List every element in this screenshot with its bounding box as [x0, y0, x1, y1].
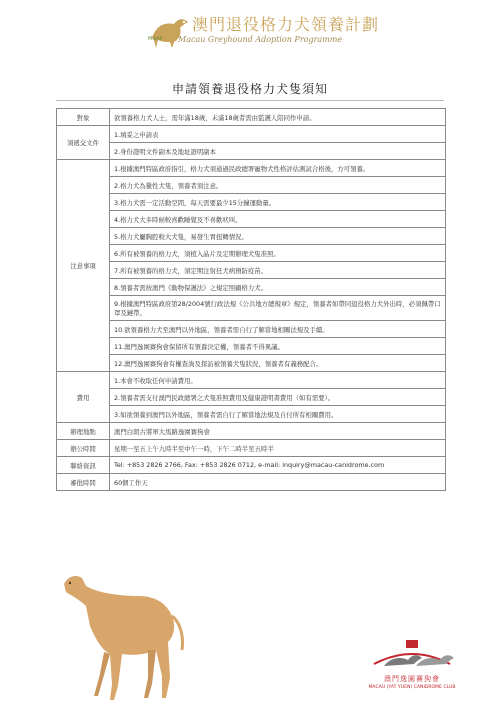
row-value: 8.領養者需按澳門《動物保護法》之規定照顧格力犬。	[110, 279, 446, 296]
table-row	[57, 474, 446, 491]
table-row	[57, 389, 446, 406]
row-value: 5.格力犬屬胸腔較大犬隻，易發生胃扭轉情況。	[110, 228, 446, 245]
table-row	[57, 143, 446, 160]
table-row	[57, 457, 446, 474]
row-value: 2.領養者需支付澳門民政總署之犬隻准照費用及健康證明書費用（如有需要）。	[110, 389, 446, 406]
row-value: 2.格力犬為獵性犬隻，領養者須注意。	[110, 177, 446, 194]
table-row	[57, 109, 446, 126]
canidrome-emblem-icon	[364, 638, 460, 672]
table-row	[57, 126, 446, 143]
row-label: 審批時間	[57, 474, 110, 491]
row-label: 辦理地點	[57, 423, 110, 440]
table-row	[57, 177, 446, 194]
row-value: 3.如欲領養到澳門以外地區，領養者需自行了解當地法規及自付所有相關費用。	[110, 406, 446, 423]
table-row	[57, 262, 446, 279]
table-row	[57, 440, 446, 457]
table-row	[57, 211, 446, 228]
logo-title: 澳門退役格力犬領養計劃	[192, 15, 380, 34]
row-value: 60個工作天	[110, 474, 446, 491]
programme-logo	[148, 8, 380, 52]
row-label: 聯絡資訊	[57, 457, 110, 474]
table-row	[57, 406, 446, 423]
row-value: 4.格力犬大多時候較喜歡睡覺及不喜歡吠叫。	[110, 211, 446, 228]
page-title: 申請領養退役格力犬隻須知	[171, 82, 328, 96]
club-name-chinese: 澳門逸園賽狗會	[384, 675, 440, 683]
logo-subtitle: Macau Greyhound Adoption Programme	[178, 35, 343, 44]
row-value: 6.所有被領養的格力犬，須植入晶片及定期辦理犬隻准照。	[110, 245, 446, 262]
greyhound-logo-icon	[148, 8, 192, 52]
table-row	[57, 338, 446, 355]
table-row	[57, 372, 446, 389]
row-value: 2.身份證明文件副本及地址證明副本	[110, 143, 446, 160]
table-row	[57, 228, 446, 245]
row-value: 1.根據澳門特區政府指引，格力犬須通過民政總署寵物犬性格評估測試合格後，方可領養。	[110, 160, 446, 177]
row-value: 11.澳門逸園賽狗會保留所有領養決定權，領養者不得異議。	[110, 338, 446, 355]
row-value: 7.所有被領養的格力犬，須定期注射狂犬病預防疫苗。	[110, 262, 446, 279]
row-value: 3.格力犬需一定活動空間，每天需要最少15分鐘運動量。	[110, 194, 446, 211]
row-label: 辦公時間	[57, 440, 110, 457]
title-divider	[56, 100, 444, 101]
greyhound-illustration	[56, 566, 188, 706]
table-row	[57, 296, 446, 321]
table-row	[57, 279, 446, 296]
club-name-english: MACAU (YAT YUEN) CANIDROME CLUB	[368, 685, 456, 690]
logo-abbreviation: MGAP	[148, 36, 163, 42]
table-row	[57, 245, 446, 262]
notice-table	[56, 108, 446, 491]
table-row	[57, 160, 446, 177]
row-value: 星期一至五上午九時半至中午一時，下午二時半至五時半	[110, 440, 446, 457]
row-value: 9.根據澳門特區政府第28/2004號行政法規《公共地方總規章》規定，領養者如帶同退役格力犬外出時，必須佩帶口罩及鏈帶。	[110, 296, 446, 321]
row-value: 澳門白朗古將軍大馬路逸園賽狗會	[110, 423, 446, 440]
row-label: 對象	[57, 109, 110, 126]
row-value: Tel: +853 2826 2766, Fax: +853 2826 0712, e-mail: inquiry@macau-canidrome.com	[110, 457, 446, 474]
row-value: 10.欲領養格力犬至澳門以外地區，領養者需自行了解當地相關法規及手續。	[110, 321, 446, 338]
table-row	[57, 423, 446, 440]
row-value: 12.澳門逸園賽狗會有權查詢及探訪被領養犬隻狀況，領養者有義務配合。	[110, 355, 446, 372]
table-row	[57, 194, 446, 211]
table-row	[57, 355, 446, 372]
row-value: 欲領養格力犬人士，需年滿18歲，未滿18歲者需由監護人陪同作申請。	[110, 109, 446, 126]
row-value: 1.填妥之申請表	[110, 126, 446, 143]
club-logo	[364, 638, 460, 698]
row-label: 須遞交文件	[57, 126, 110, 160]
table-row	[57, 321, 446, 338]
row-value: 1.本會不收取任何申請費用。	[110, 372, 446, 389]
row-label: 注意事項	[57, 160, 110, 372]
row-label: 費用	[57, 372, 110, 423]
